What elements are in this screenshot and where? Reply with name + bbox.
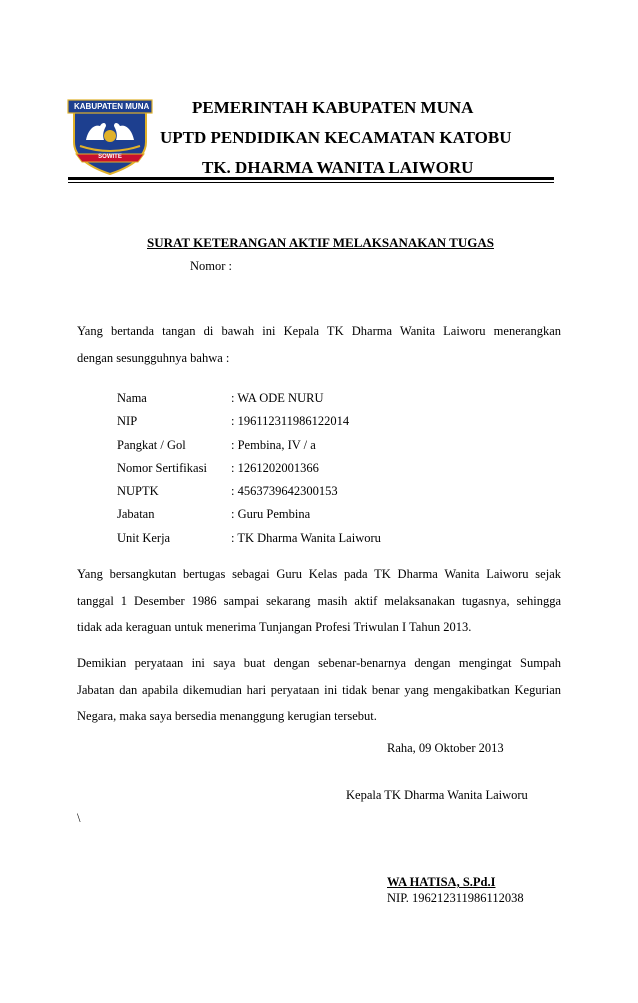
identity-value: : 1261202001366 xyxy=(231,460,319,475)
header-divider-thin xyxy=(68,182,554,183)
identity-value: : 196112311986122014 xyxy=(231,414,350,429)
place-date: Raha, 09 Oktober 2013 xyxy=(387,741,504,755)
header-divider-thick xyxy=(68,177,554,180)
signer-nip: NIP. 196212311986112038 xyxy=(387,891,524,905)
closing-line-1: Demikian peryataan ini saya buat dengan sebenar-benarnya dengan mengingat Sumpah xyxy=(77,656,561,670)
signer-position: Kepala TK Dharma Wanita Laiworu xyxy=(346,788,528,802)
intro-line-2: dengan sesungguhnya bahwa : xyxy=(77,350,230,365)
closing-paragraph xyxy=(77,650,561,730)
statement-line-2: tanggal 1 Desember 1986 sampai sekarang masih aktif melaksanakan tugasnya, sehingga xyxy=(77,593,561,608)
identity-value: : Pembina, IV / a xyxy=(231,437,316,452)
intro-line-1: Yang bertanda tangan di bawah ini Kepala TK Dharma Wanita Laiworu menerangkan xyxy=(77,324,561,338)
header-school: TK. DHARMA WANITA LAIWORU xyxy=(202,158,474,177)
statement-line-1: Yang bersangkutan bertugas sebagai Guru Kelas pada TK Dharma Wanita Laiworu sejak xyxy=(77,567,561,581)
closing-line-2: Jabatan dan apabila dikemudian hari peryataan ini tidak benar yang mengakibatkan Kegurian xyxy=(77,682,561,697)
document-number-label: Nomor : xyxy=(190,259,233,273)
header-government: PEMERINTAH KABUPATEN MUNA xyxy=(192,98,474,117)
intro-paragraph xyxy=(77,318,561,371)
kabupaten-muna-logo xyxy=(66,96,154,176)
logo-banner-text: KABUPATEN MUNA xyxy=(74,102,150,111)
signer-name: WA HATISA, S.Pd.I xyxy=(387,875,496,889)
identity-value: : TK Dharma Wanita Laiworu xyxy=(231,530,381,545)
closing-line-3: Negara, maka saya bersedia menanggung kerugian tersebut. xyxy=(77,709,377,723)
header-uptd: UPTD PENDIDIKAN KECAMATAN KATOBU xyxy=(160,128,512,147)
identity-value: : WA ODE NURU xyxy=(231,391,324,405)
stray-backslash: \ xyxy=(77,811,81,825)
identity-label: Nomor Sertifikasi xyxy=(117,460,207,475)
identity-label: Unit Kerja xyxy=(117,530,171,545)
identity-label: NIP xyxy=(117,414,138,429)
document-title: SURAT KETERANGAN AKTIF MELAKSANAKAN TUGAS xyxy=(147,235,494,250)
statement-line-3: tidak ada keraguan untuk menerima Tunjangan Profesi Triwulan I Tahun 2013. xyxy=(77,620,472,634)
identity-value: : Guru Pembina xyxy=(231,507,311,522)
logo-ribbon-text: SOWITE xyxy=(98,154,122,160)
identity-label: Jabatan xyxy=(117,507,155,522)
statement-paragraph xyxy=(77,561,561,641)
identity-label: Pangkat / Gol xyxy=(117,437,186,452)
identity-label: NUPTK xyxy=(117,484,159,499)
identity-value: : 4563739642300153 xyxy=(231,484,338,499)
identity-label: Nama xyxy=(117,391,147,405)
